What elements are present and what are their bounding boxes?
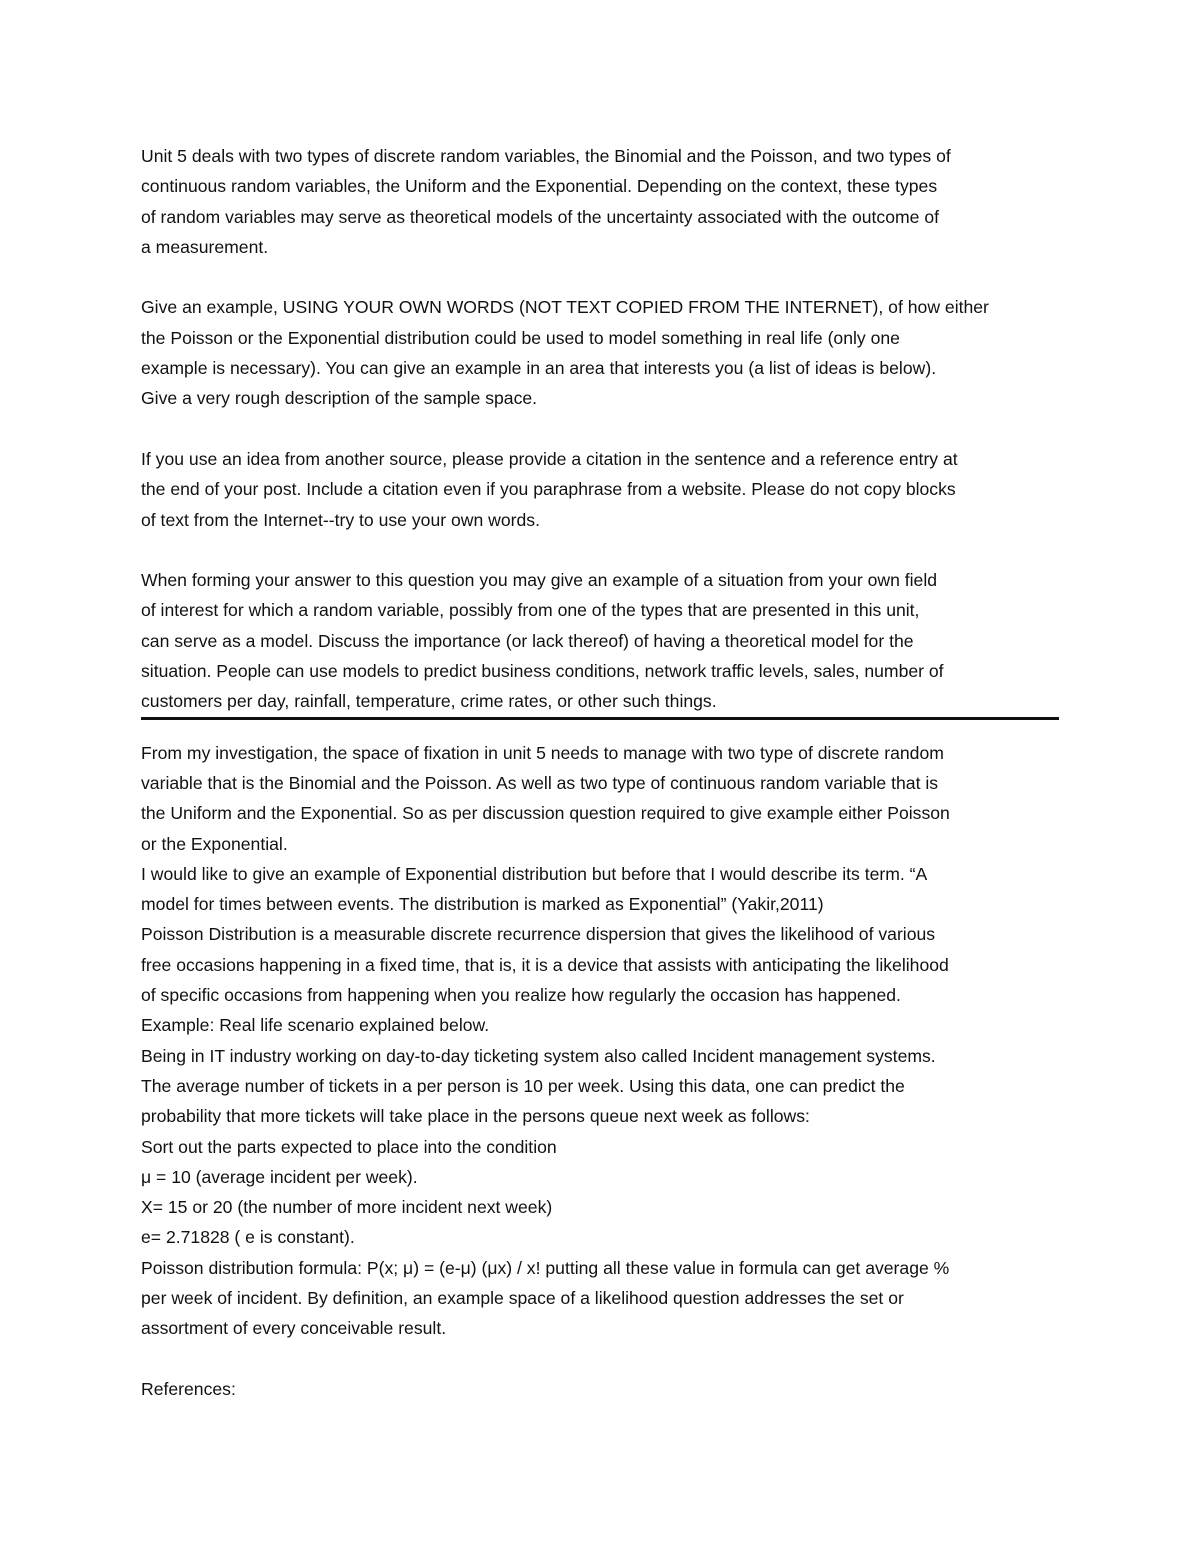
references-heading: References: xyxy=(141,1378,236,1399)
text-line: If you use an idea from another source, please provide a citation in the sentence and a reference entry at xyxy=(141,448,958,469)
text-line: of specific occasions from happening when you realize how regularly the occasion has happened. xyxy=(141,985,901,1006)
paragraph-gap xyxy=(141,1344,1061,1374)
document-page xyxy=(141,141,1061,1404)
text-line: Unit 5 deals with two types of discrete random variables, the Binomial and the Poisson, and two types of xyxy=(141,146,951,166)
text-line: the end of your post. Include a citation even if you paraphrase from a website. Please do not copy blocks xyxy=(141,479,956,500)
text-line: When forming your answer to this question you may give an example of a situation from your own field xyxy=(141,570,938,591)
prompt-paragraph-4 xyxy=(141,565,1061,716)
text-line: free occasions happening in a fixed time, that is, it is a device that assists with anticipating the likelihood xyxy=(141,954,949,975)
text-line: Example: Real life scenario explained below. xyxy=(141,1015,490,1036)
text-line: the Uniform and the Exponential. So as per discussion question required to give example either Poisson xyxy=(141,803,950,824)
text-line: model for times between events. The distribution is marked as Exponential” (Yakir,2011) xyxy=(141,894,824,915)
text-line: Being in IT industry working on day-to-day ticketing system also called Incident management systems. xyxy=(141,1045,936,1066)
answer-section xyxy=(141,720,1061,1405)
prompt-section xyxy=(141,141,1061,717)
text-line: of text from the Internet--try to use your own words. xyxy=(141,509,540,530)
text-line: or the Exponential. xyxy=(141,833,288,854)
text-line: Poisson distribution formula: P(x; μ) = (e-μ) (μx) / x! putting all these value in formula can get average % xyxy=(141,1257,950,1278)
text-line: variable that is the Binomial and the Poisson. As well as two type of continuous random variable that is xyxy=(141,772,939,793)
text-line: Give a very rough description of the sample space. xyxy=(141,388,538,409)
text-line: Give an example, USING YOUR OWN WORDS (NOT TEXT COPIED FROM THE INTERNET), of how either xyxy=(141,297,989,318)
text-line: probability that more tickets will take place in the persons queue next week as follows: xyxy=(141,1106,810,1127)
text-line: μ = 10 (average incident per week). xyxy=(141,1166,418,1187)
text-line: The average number of tickets in a per person is 10 per week. Using this data, one can predict the xyxy=(141,1075,905,1096)
prompt-paragraph-2 xyxy=(141,292,1061,413)
text-line: Sort out the parts expected to place into the condition xyxy=(141,1136,557,1157)
text-line: can serve as a model. Discuss the importance (or lack thereof) of having a theoretical model for the xyxy=(141,630,914,651)
prompt-paragraph-1 xyxy=(141,141,1061,262)
text-line: Poisson Distribution is a measurable discrete recurrence dispersion that gives the likelihood of various xyxy=(141,924,936,945)
text-line: e= 2.71828 ( e is constant). xyxy=(141,1227,355,1248)
prompt-paragraph-3 xyxy=(141,444,1061,535)
text-line: of random variables may serve as theoretical models of the uncertainty associated with the outcome of xyxy=(141,206,939,227)
text-line: I would like to give an example of Exponential distribution but before that I would describe its term. “A xyxy=(141,863,928,884)
text-line: a measurement. xyxy=(141,236,269,257)
paragraph-gap xyxy=(141,262,1061,292)
text-line: per week of incident. By definition, an example space of a likelihood question addresses the set or xyxy=(141,1287,904,1308)
text-line: example is necessary). You can give an example in an area that interests you (a list of ideas is below). xyxy=(141,358,937,379)
text-line: X= 15 or 20 (the number of more incident next week) xyxy=(141,1197,553,1218)
text-line: continuous random variables, the Uniform and the Exponential. Depending on the context, these types xyxy=(141,176,938,197)
paragraph-gap xyxy=(141,414,1061,444)
text-line: the Poisson or the Exponential distribution could be used to model something in real life (only one xyxy=(141,327,900,348)
text-line: From my investigation, the space of fixation in unit 5 needs to manage with two type of discrete random xyxy=(141,742,944,763)
paragraph-gap xyxy=(141,535,1061,565)
text-line: of interest for which a random variable, possibly from one of the types that are presented in this unit, xyxy=(141,600,920,621)
text-line: customers per day, rainfall, temperature, crime rates, or other such things. xyxy=(141,691,717,712)
text-line: situation. People can use models to predict business conditions, network traffic levels, sales, number of xyxy=(141,661,944,682)
text-line: assortment of every conceivable result. xyxy=(141,1318,447,1339)
